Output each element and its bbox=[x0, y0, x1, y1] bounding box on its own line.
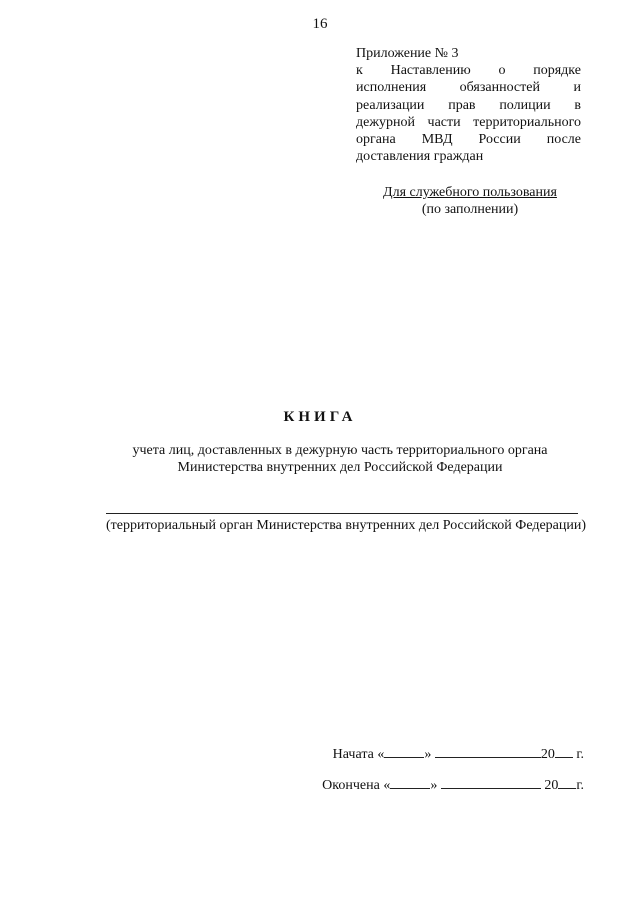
appendix-word: территориального bbox=[473, 114, 581, 130]
appendix-word: России bbox=[478, 132, 521, 148]
date-started-line bbox=[333, 745, 584, 763]
appendix-word: Наставлению bbox=[390, 63, 471, 79]
appendix-word: полиции bbox=[499, 97, 551, 113]
book-subtitle-line: Министерства внутренних дел Российской Федерации bbox=[177, 460, 503, 475]
appendix-title: Приложение № 3 bbox=[356, 46, 459, 61]
month-blank bbox=[435, 745, 541, 758]
appendix-word: и bbox=[573, 80, 581, 96]
appendix-line bbox=[356, 97, 581, 114]
appendix-line bbox=[356, 148, 581, 165]
year-blank bbox=[558, 776, 576, 789]
day-blank bbox=[390, 776, 430, 789]
page-number: 16 bbox=[312, 16, 328, 32]
appendix-word: дежурной bbox=[356, 114, 415, 130]
year-blank bbox=[555, 745, 573, 758]
restriction-note: (по заполнении) bbox=[421, 202, 519, 217]
appendix-word: порядке bbox=[533, 63, 581, 79]
appendix-word: реализации bbox=[356, 97, 425, 113]
book-subtitle-line: учета лиц, доставленных в дежурную часть территориального органа bbox=[132, 443, 548, 458]
appendix-word: МВД bbox=[421, 132, 453, 148]
year-suffix: г. bbox=[576, 778, 584, 793]
appendix-word: части bbox=[427, 114, 461, 130]
appendix-line bbox=[356, 114, 581, 131]
appendix-line bbox=[356, 62, 581, 79]
appendix-last-line: доставления граждан bbox=[356, 149, 484, 165]
year-suffix: г. bbox=[576, 747, 584, 762]
appendix-block bbox=[356, 45, 581, 165]
appendix-word: исполнения bbox=[356, 80, 427, 96]
appendix-line bbox=[356, 131, 581, 148]
date-started-label: Начата « bbox=[332, 747, 385, 762]
appendix-word: прав bbox=[448, 97, 476, 113]
appendix-word: к bbox=[356, 63, 363, 79]
year-prefix: 20 bbox=[540, 747, 555, 762]
quote-close: » bbox=[424, 747, 432, 762]
date-ended-label: Окончена « bbox=[322, 778, 391, 793]
appendix-word: органа bbox=[356, 132, 396, 148]
restriction-label: Для служебного пользования bbox=[383, 185, 557, 200]
restriction-marking bbox=[340, 184, 600, 218]
day-blank bbox=[384, 745, 424, 758]
appendix-word: о bbox=[498, 63, 506, 79]
book-subtitle bbox=[80, 442, 600, 476]
territorial-organ-fill-line bbox=[106, 513, 578, 514]
appendix-line bbox=[356, 79, 581, 96]
quote-close: » bbox=[430, 778, 438, 793]
date-ended-line bbox=[322, 776, 584, 794]
month-blank bbox=[441, 776, 541, 789]
year-prefix: 20 bbox=[544, 778, 559, 793]
appendix-word: в bbox=[574, 97, 581, 113]
appendix-word: обязанностей bbox=[459, 80, 540, 96]
territorial-organ-caption: (территориальный орган Министерства внутренних дел Российской Федерации) bbox=[105, 518, 587, 533]
book-title: КНИГА bbox=[283, 409, 357, 425]
appendix-word: после bbox=[546, 132, 581, 148]
